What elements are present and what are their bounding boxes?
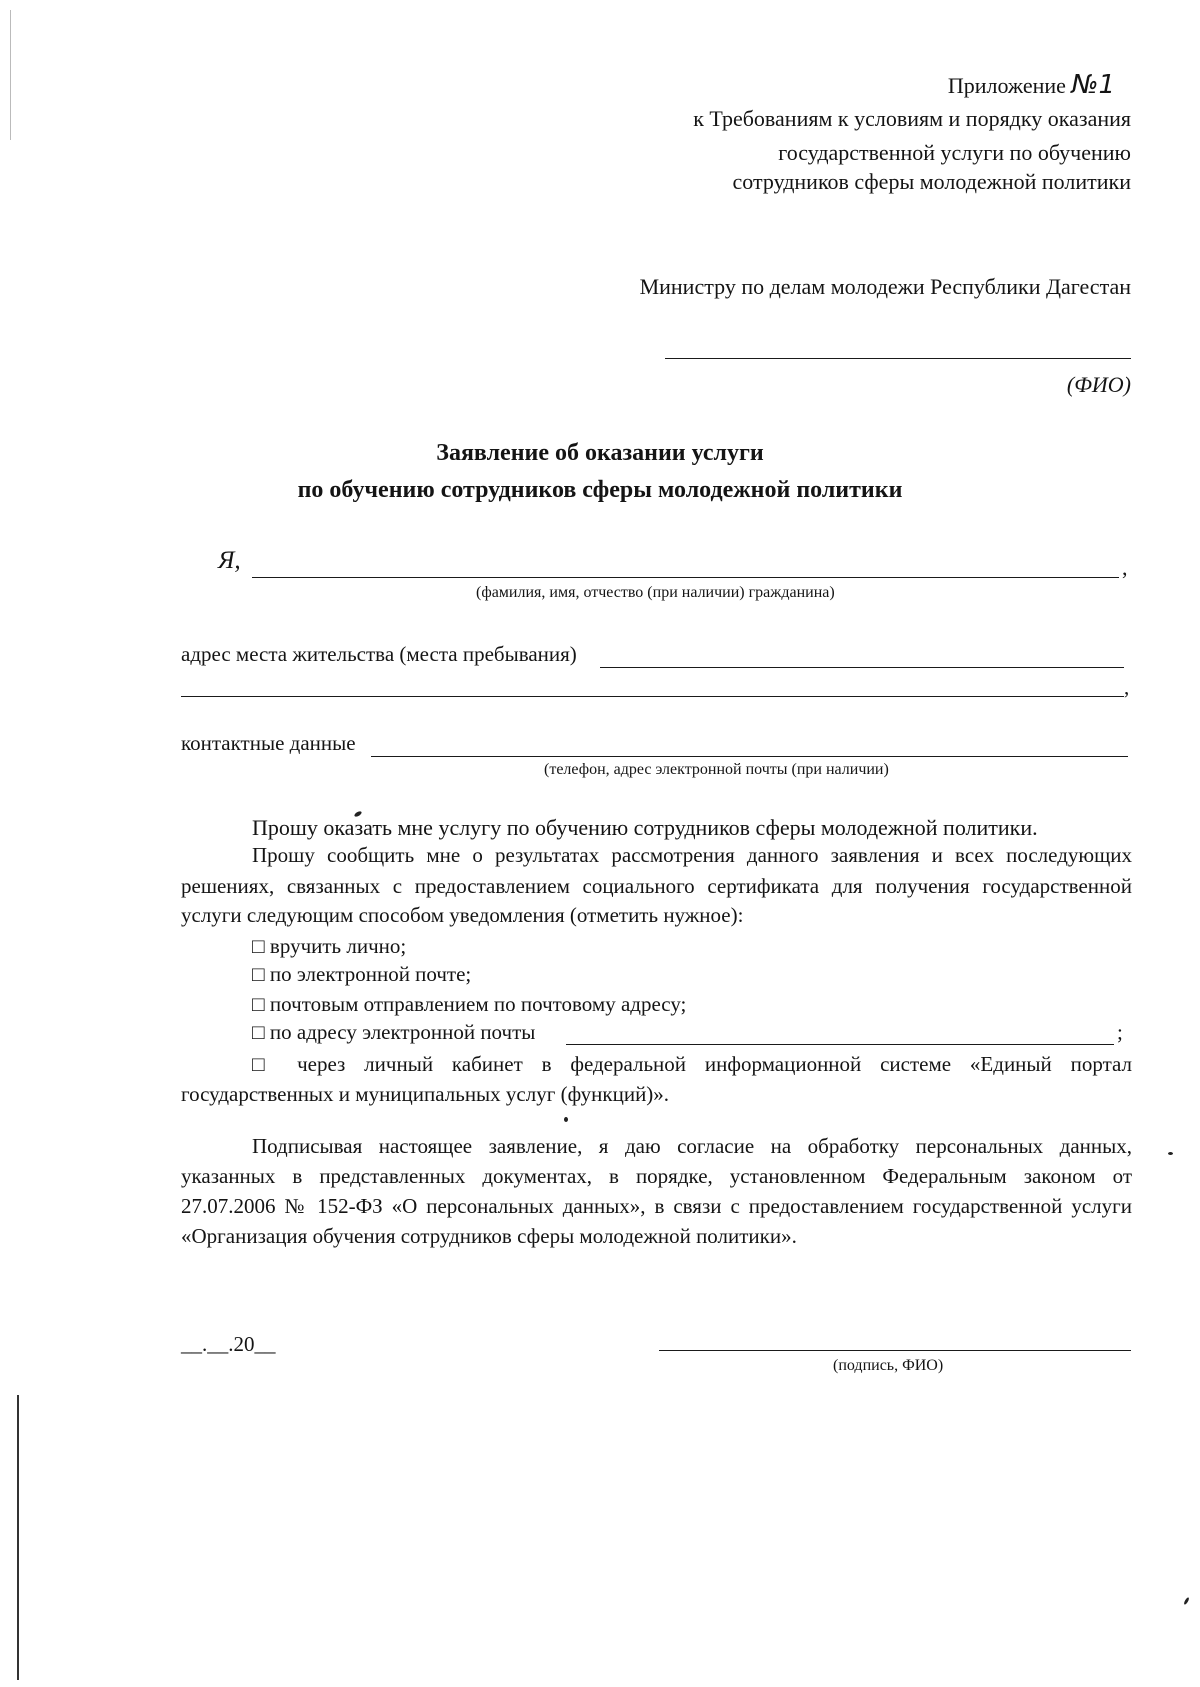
fio-caption: (ФИО) <box>1066 372 1131 397</box>
header-line-2: к Требованиям к условиям и порядку оказания <box>693 106 1131 131</box>
option-email[interactable]: □ по электронной почте; <box>252 962 472 986</box>
date-field[interactable]: __.__.20__ <box>181 1332 276 1356</box>
notify-line-1: Прошу сообщить мне о результатах рассмотрения данного заявления и всех последующих <box>252 843 1132 867</box>
option-gosuslugi[interactable]: □ через личный кабинет в федеральной информационной системе «Единый портал <box>252 1052 1132 1076</box>
scan-speck <box>1168 1152 1173 1155</box>
document-title-line-2: по обучению сотрудников сферы молодежной политики <box>297 477 903 503</box>
full-name-line[interactable] <box>252 577 1119 578</box>
email-line-end: ; <box>1117 1020 1123 1044</box>
name-line-end: , <box>1122 555 1128 580</box>
consent-line-2: указанных в представленных документах, в порядке, установленном Федеральным законом от <box>181 1164 1132 1188</box>
scan-speck <box>1183 1597 1190 1605</box>
address-line-2[interactable] <box>181 696 1124 697</box>
contacts-caption: (телефон, адрес электронной почты (при наличии) <box>544 761 889 778</box>
scan-edge-left-bottom <box>17 1395 19 1680</box>
request-text: Прошу оказать мне услугу по обучению сотрудников сферы молодежной политики. <box>252 815 1038 840</box>
option-gosuslugi-line-2: государственных и муниципальных услуг (функций)». <box>181 1082 670 1106</box>
address-line-1[interactable] <box>600 667 1124 668</box>
option-postal[interactable]: □ почтовым отправлением по почтовому адресу; <box>252 992 687 1016</box>
option-in-person[interactable]: □ вручить лично; <box>252 934 407 958</box>
signature-caption: (подпись, ФИО) <box>833 1357 944 1374</box>
addressee-fio-line[interactable] <box>665 358 1131 359</box>
notify-line-3: услуги следующим способом уведомления (отметить нужное): <box>181 903 744 927</box>
appendix-line <box>948 70 1115 101</box>
addressee-text: Министру по делам молодежи Республики Дагестан <box>639 274 1131 299</box>
header-line-3: государственной услуги по обучению <box>778 140 1131 165</box>
consent-line-1: Подписывая настоящее заявление, я даю согласие на обработку персональных данных, <box>252 1134 1132 1158</box>
consent-line-3: 27.07.2006 № 152-ФЗ «О персональных данных», в связи с предоставлением государственной услуги <box>181 1194 1132 1218</box>
consent-line-4: «Организация обучения сотрудников сферы молодежной политики». <box>181 1224 797 1248</box>
contacts-label: контактные данные <box>181 731 356 755</box>
address-label: адрес места жительства (места пребывания) <box>181 642 577 666</box>
address-line-end: , <box>1124 675 1130 699</box>
option-email-address[interactable]: □ по адресу электронной почты <box>252 1020 536 1044</box>
notify-line-2: решениях, связанных с предоставлением социального сертификата для получения государственной <box>181 874 1132 898</box>
header-line-4: сотрудников сферы молодежной политики <box>732 169 1131 194</box>
handwritten-number: №1 <box>1071 70 1115 100</box>
contacts-line[interactable] <box>371 756 1128 757</box>
appendix-label: Приложение <box>947 73 1066 98</box>
document-title-line-1: Заявление об оказании услуги <box>436 440 764 466</box>
i-label: Я, <box>218 547 241 574</box>
signature-line[interactable] <box>659 1350 1131 1351</box>
scan-speck <box>564 1117 568 1122</box>
scan-edge-left-top <box>10 10 11 140</box>
full-name-caption: (фамилия, имя, отчество (при наличии) гражданина) <box>476 584 835 601</box>
email-address-line[interactable] <box>566 1044 1114 1045</box>
